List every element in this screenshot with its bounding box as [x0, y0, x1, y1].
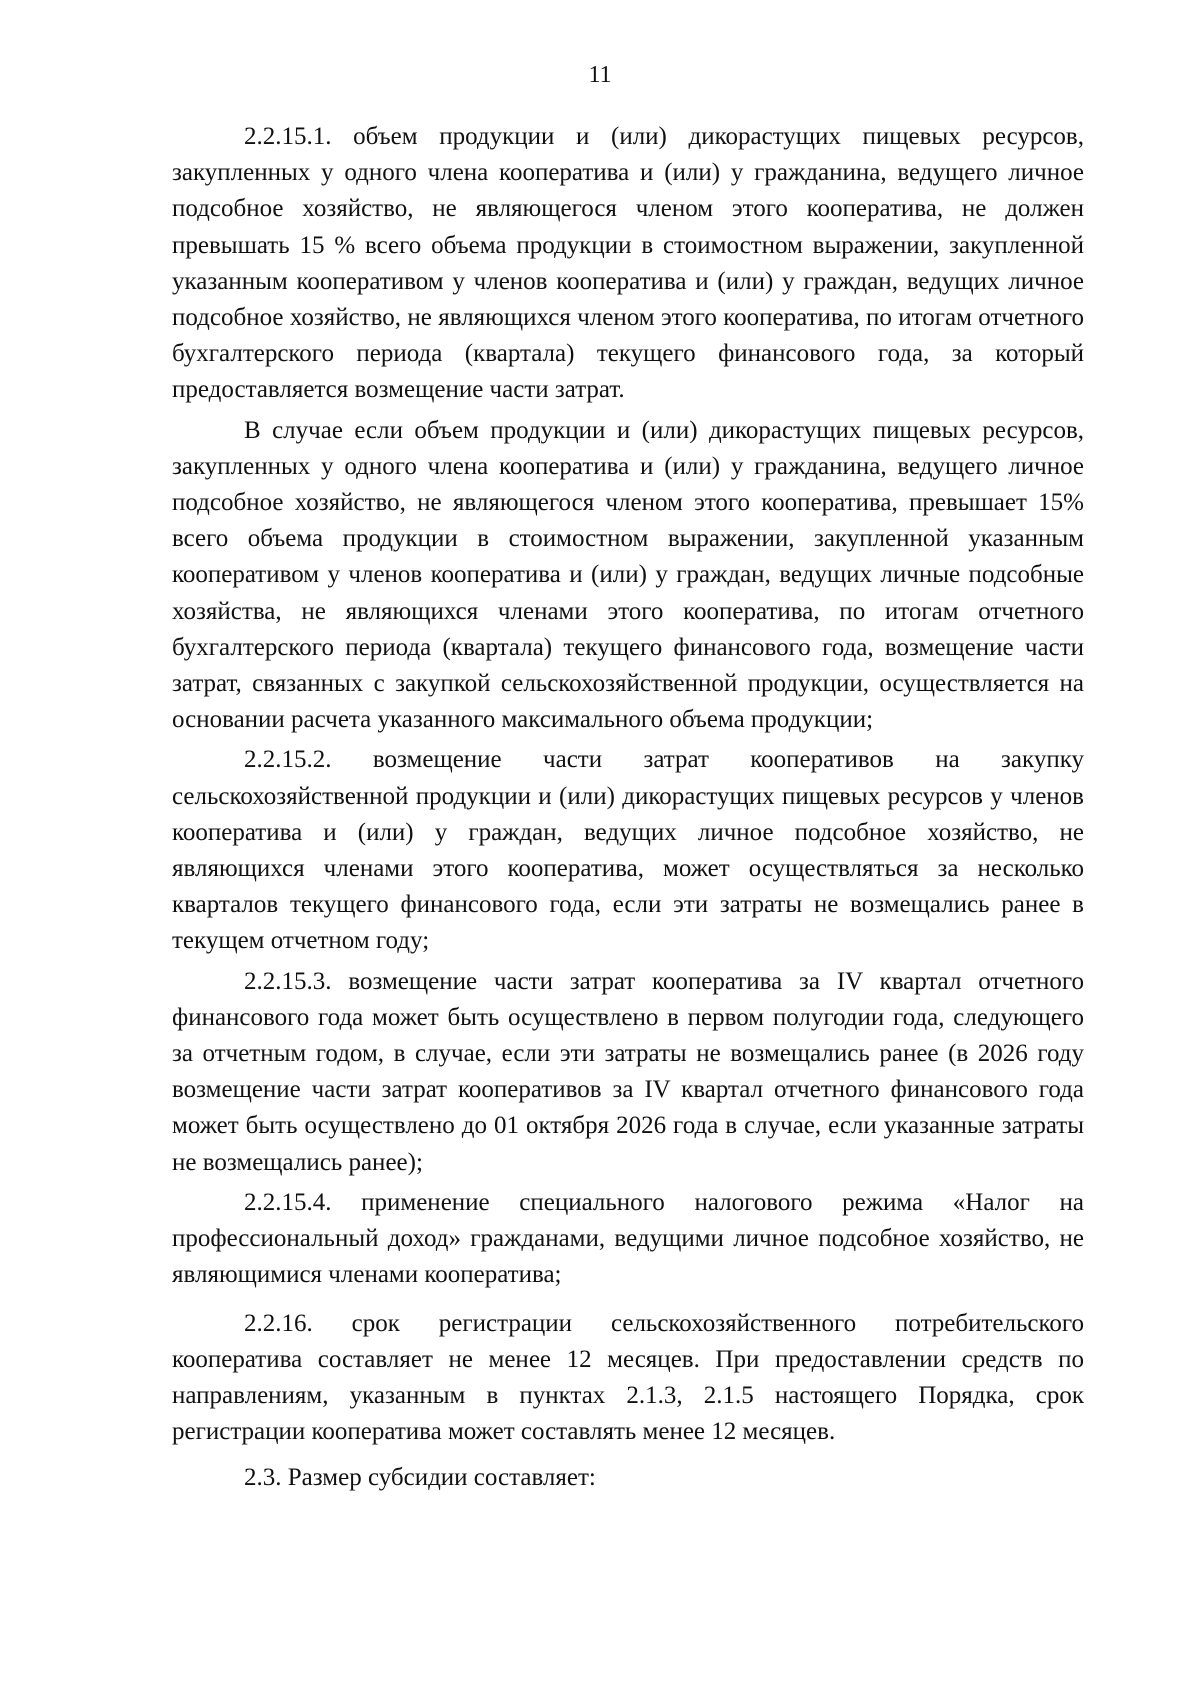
paragraph-2-2-15-4: 2.2.15.4. применение специального налогового режима «Налог на профессиональный доход» гражданами, ведущими личное подсобное хозяйство, не являющимися членами кооператива;: [172, 1188, 1084, 1289]
paragraph-2-2-15-1: 2.2.15.1. объем продукции и (или) дикорастущих пищевых ресурсов, закупленных у одного члена кооператива и (или) у гражданина, ведущего личное подсобное хозяйство, не являющегося членом этого кооператива, не должен превышать 15 % всего объема продукции в стоимостном выражении, закупленной указанным кооперативом у членов кооператива и (или) у граждан, ведущих личное подсобное хозяйство, не являющихся членом этого кооператива, по итогам отчетного бухгалтерского периода (квартала) текущего финансового года, за который предоставляется возмещение части затрат.: [172, 123, 1084, 404]
paragraph-2-2-16: 2.2.16. срок регистрации сельскохозяйственного потребительского кооператива составляет не менее 12 месяцев. При предоставлении средств по направлениям, указанным в пунктах 2.1.3, 2.1.5 настоящего Порядка, срок регистрации кооператива может составлять менее 12 месяцев.: [172, 1309, 1084, 1446]
paragraph-2-3: 2.3. Размер субсидии составляет:: [244, 1464, 596, 1492]
page-number: 11: [588, 62, 612, 88]
paragraph-excess-case: В случае если объем продукции и (или) дикорастущих пищевых ресурсов, закупленных у одного члена кооператива и (или) у гражданина, ведущего личное подсобное хозяйство, не являющегося членом этого кооператива, превышает 15% всего объема продукции в стоимостном выражении, закупленной указанным кооперативом у членов кооператива и (или) у граждан, ведущих личные подсобные хозяйства, не являющихся членами этого кооператива, по итогам отчетного бухгалтерского периода (квартала) текущего финансового года, возмещение части затрат, связанных с закупкой сельскохозяйственной продукции, осуществляется на основании расчета указанного максимального объема продукции;: [172, 416, 1084, 734]
document-body: [172, 119, 1084, 1497]
paragraph-2-2-15-2: 2.2.15.2. возмещение части затрат кооперативов на закупку сельскохозяйственной продукции и (или) дикорастущих пищевых ресурсов у членов кооператива и (или) у граждан, ведущих личное подсобное хозяйство, не являющихся членами этого кооператива, может осуществляться за несколько кварталов текущего финансового года, если эти затраты не возмещались ранее в текущем отчетном году;: [172, 746, 1084, 955]
paragraph-2-2-15-3: 2.2.15.3. возмещение части затрат кооператива за IV квартал отчетного финансового года может быть осуществлено в первом полугодии года, следующего за отчетным годом, в случае, если эти затраты не возмещались ранее (в 2026 году возмещение части затрат кооперативов за IV квартал отчетного финансового года может быть осуществлено до 01 октября 2026 года в случае, если указанные затраты не возмещались ранее);: [172, 967, 1084, 1176]
